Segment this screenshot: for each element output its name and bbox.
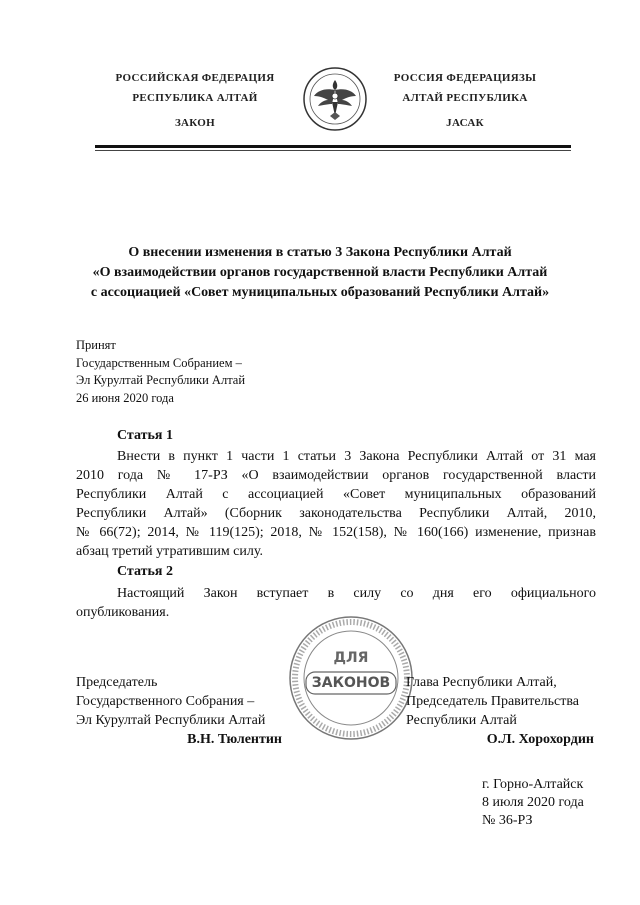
eagle-emblem-icon <box>302 66 368 132</box>
official-stamp <box>288 615 414 741</box>
document-title <box>40 243 600 303</box>
article-1-line: № 66(72); 2014, № 119(125); 2018, № 152(158), № 160(166) изменение, признав <box>76 525 596 540</box>
signature-right-line: Глава Республики Алтай, <box>406 675 557 690</box>
footer-number: № 36-РЗ <box>482 813 533 828</box>
signature-right-name-row <box>406 730 594 749</box>
signature-left-line: Председатель <box>76 675 158 690</box>
adoption-block <box>76 337 245 407</box>
signature-right <box>406 673 579 730</box>
stamp-text-main: ЗАКОНОВ <box>311 675 391 691</box>
header-right-line2: АЛТАЙ РЕСПУБЛИКА <box>402 92 528 104</box>
header-left-doc-type: ЗАКОН <box>174 117 216 129</box>
article-2-line: Настоящий Закон вступает в силу со дня его официального <box>117 586 596 601</box>
article-1-line: 2010 года № 17-РЗ «О взаимодействии органов государственной власти <box>76 468 596 483</box>
title-line: О внесении изменения в статью 3 Закона Республики Алтай <box>128 245 512 260</box>
signature-right-line: Республики Алтай <box>406 713 517 728</box>
header-divider-thick <box>95 145 571 148</box>
article-1-line: Республики Алтай» (Сборник законодательства Республики Алтай, 2010, <box>76 506 596 521</box>
adoption-line: Эл Курултай Республики Алтай <box>76 373 246 387</box>
footer-date: 8 июля 2020 года <box>482 795 584 810</box>
title-line: «О взаимодействии органов государственной власти Республики Алтай <box>92 265 548 280</box>
signature-right-name: О.Л. Хорохордин <box>486 732 594 747</box>
article-1-line: Республики Алтай с ассоциацией «Совет муниципальных образований <box>76 487 596 502</box>
signature-left <box>76 673 265 730</box>
footer-block <box>482 776 584 830</box>
coat-of-arms-emblem <box>302 66 368 132</box>
stamp-text-top: ДЛЯ <box>333 650 369 666</box>
signature-right-line: Председатель Правительства <box>406 694 579 709</box>
signature-left-line: Государственного Собрания – <box>76 694 255 709</box>
header-left-line1: РОССИЙСКАЯ ФЕДЕРАЦИЯ <box>115 72 275 84</box>
adoption-line: Принят <box>76 338 116 352</box>
article-1-line: Внести в пункт 1 части 1 статьи 3 Закона Республики Алтай от 31 мая <box>117 449 596 464</box>
article-1-heading: Статья 1 <box>117 428 173 443</box>
article-2-line: опубликования. <box>76 605 170 620</box>
article-2-heading: Статья 2 <box>117 564 173 579</box>
header-left-line2: РЕСПУБЛИКА АЛТАЙ <box>132 92 258 104</box>
header-divider-thin <box>95 150 571 151</box>
footer-place: г. Горно-Алтайск <box>482 777 584 792</box>
article-1-line: абзац третий утратившим силу. <box>76 544 263 559</box>
adoption-date: 26 июня 2020 года <box>76 390 174 405</box>
signature-left-line: Эл Курултай Республики Алтай <box>76 713 266 728</box>
header-right-line1: РОССИЯ ФЕДЕРАЦИЯЗЫ <box>393 72 537 84</box>
header-right-doc-type: JАСАК <box>446 117 484 129</box>
article-1-text <box>76 447 596 561</box>
adoption-line: Государственным Собранием – <box>76 355 242 370</box>
signature-left-name: В.Н. Тюлентин <box>187 732 282 747</box>
title-line: с ассоциацией «Совет муниципальных образований Республики Алтай» <box>90 285 550 300</box>
signature-left-name-row <box>76 730 282 749</box>
